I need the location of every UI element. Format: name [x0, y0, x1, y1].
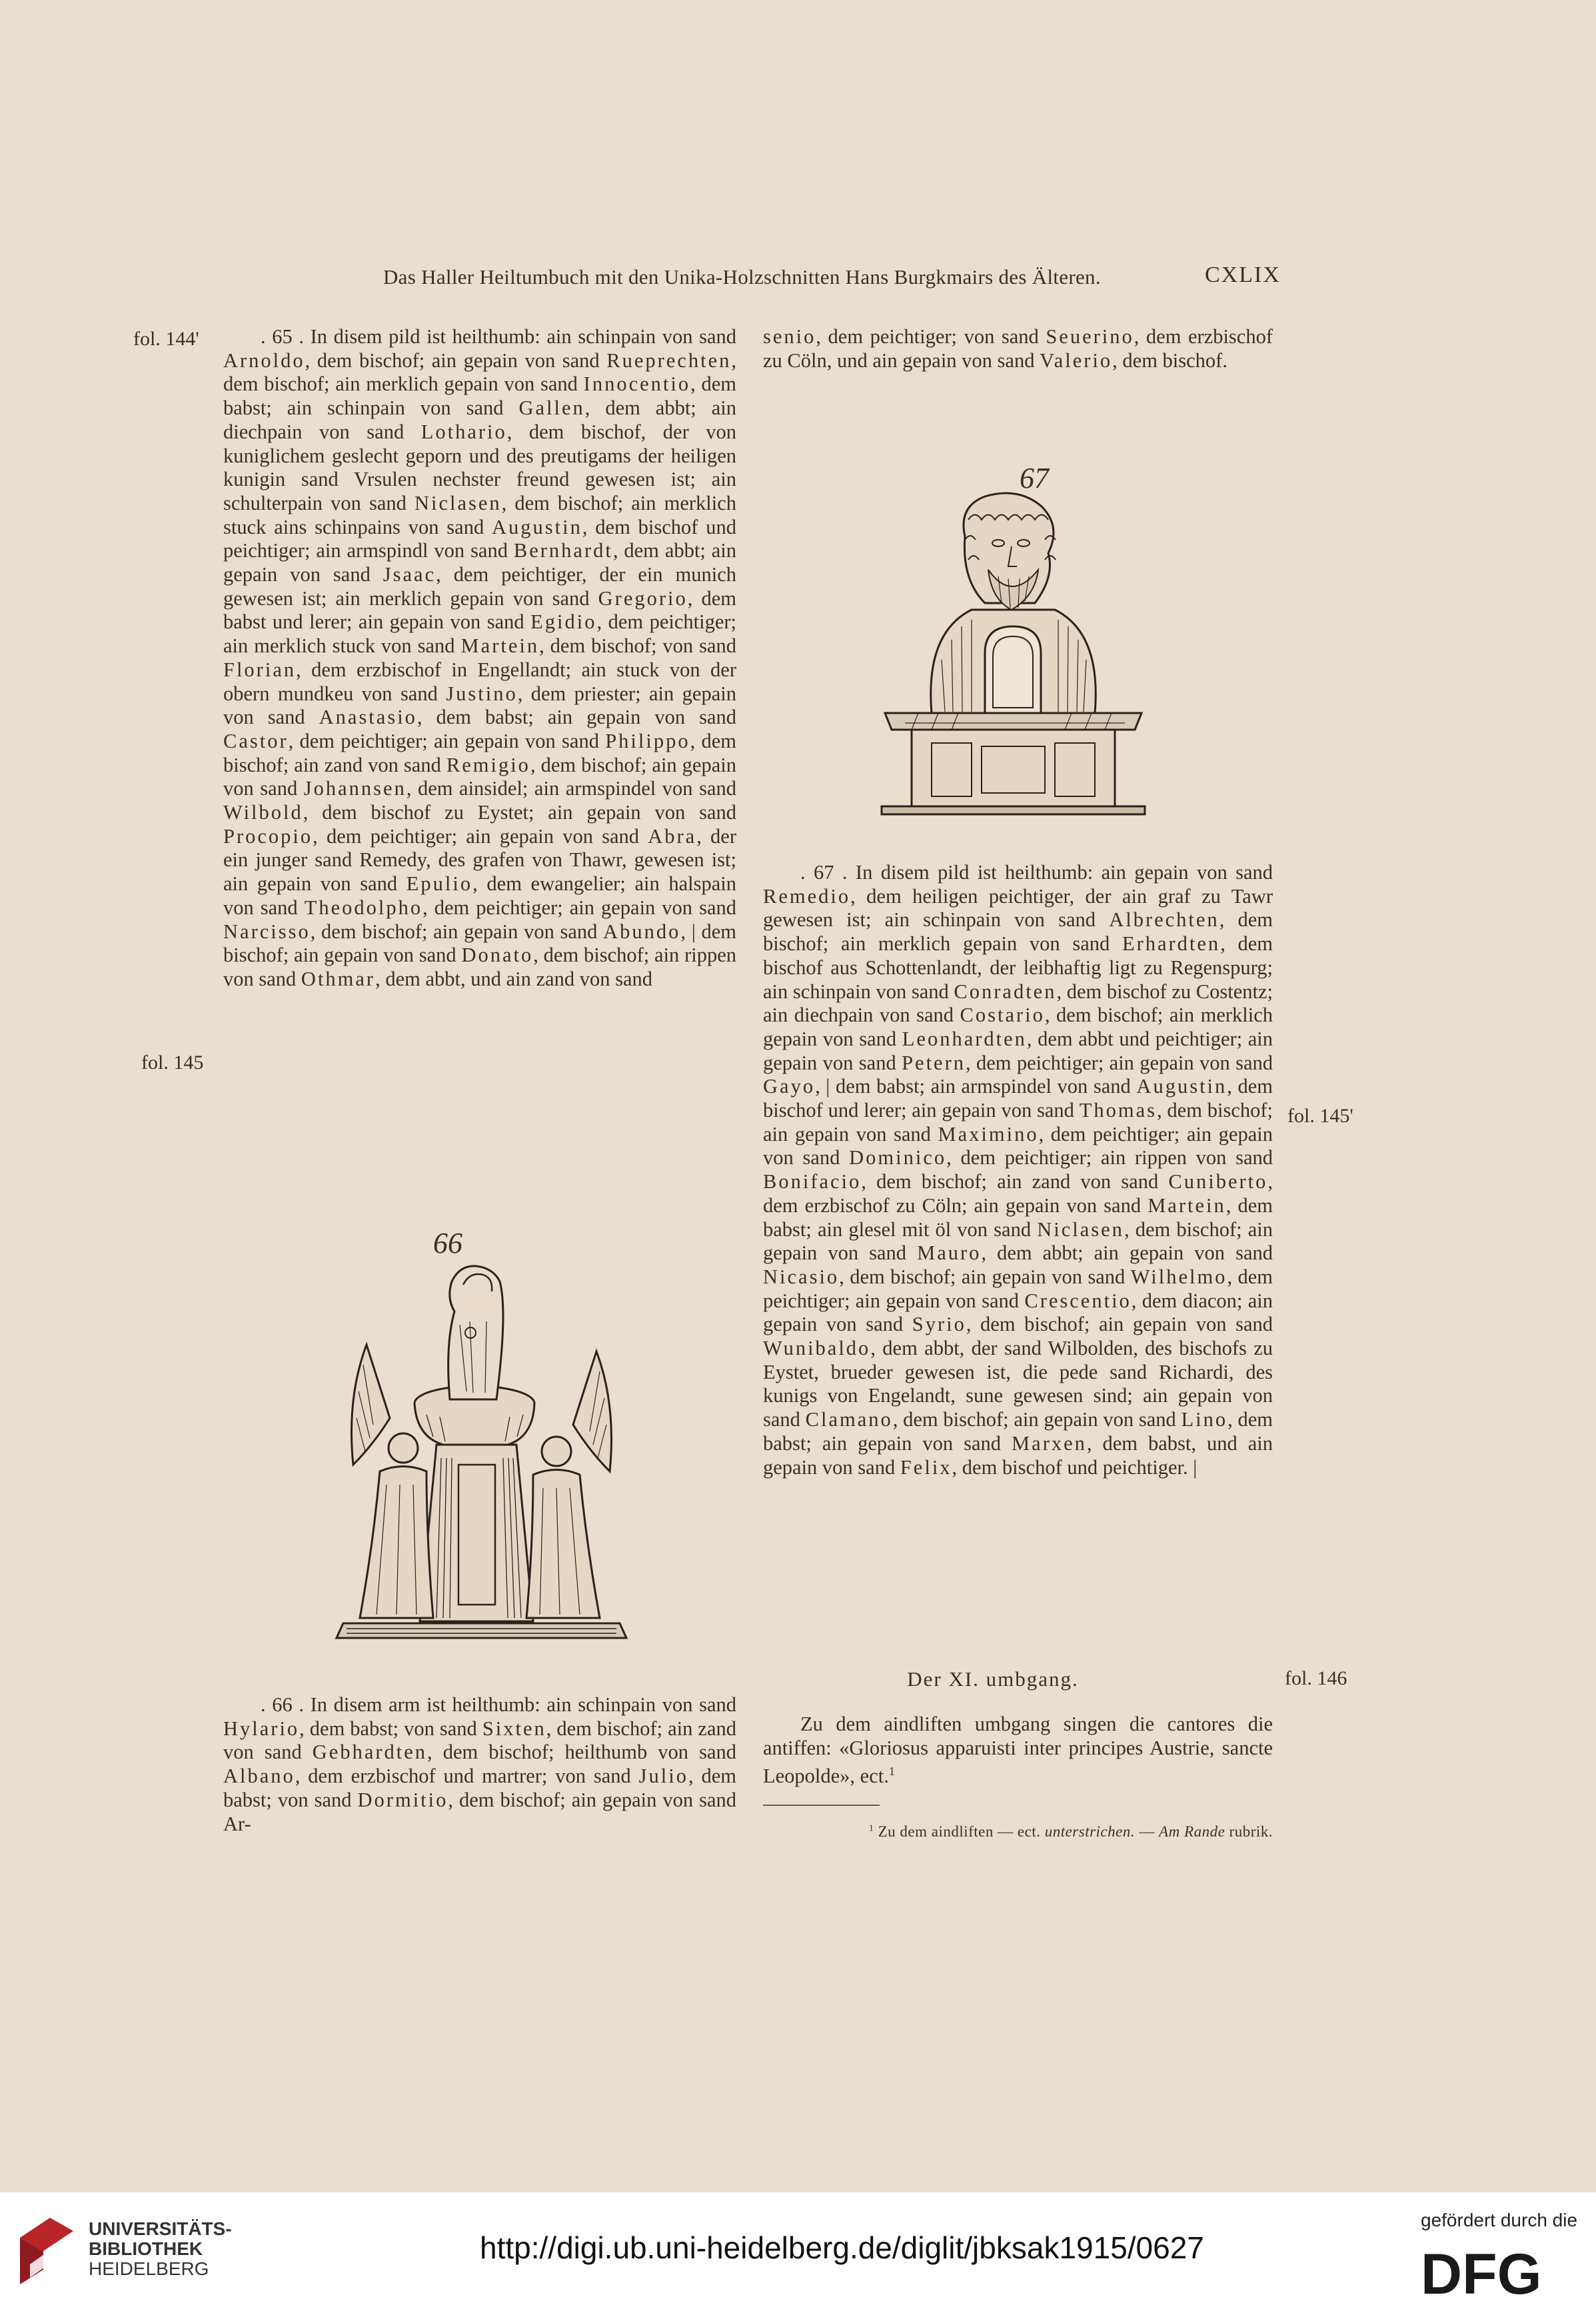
university-library-logo: [13, 2211, 80, 2294]
library-name: [89, 2219, 232, 2279]
permalink-url[interactable]: http://digi.ub.uni-heidelberg.de/diglit/jbksak1915/0627: [480, 2230, 1204, 2265]
paragraph-umbgang-xi-text: Zu dem aindliften umbgang singen die cantores die antiffen: «Gloriosus apparuisti inter principes Austrie, sancte Leopolde», ect.$^1$: [763, 1713, 1273, 1788]
footnote: $^1$ Zu dem aindliften — ect. unterstrichen. — Am Rande rubrik.: [868, 1823, 1273, 1840]
footnote-reference: 1: [888, 1765, 895, 1779]
paragraph-66: [223, 1693, 736, 1836]
footnote-divider: [763, 1805, 880, 1806]
paragraph-66-text: . 66 . In disem arm ist heilthumb: ain schinpain von sand Hylario, dem babst; von sand Sixten, dem bischof; ain zand von sand Gebhardten, dem bischof; heilthumb von sand Albano, dem erzbischof und martrer; von sand Julio, dem babst; von sand Dormitio, dem bischof; ain gepain von sand Ar-: [223, 1693, 737, 1835]
dfg-letters: DFG: [1421, 2246, 1542, 2299]
figure-67-number: 67: [1020, 462, 1049, 494]
paragraph-65: [223, 325, 736, 992]
dfg-logo-icon: [1418, 2246, 1578, 2299]
bust-reliquary-illustration: [878, 460, 1152, 820]
arm-reliquary-illustration: [333, 1225, 630, 1645]
paragraph-umbgang-xi: [763, 1713, 1273, 1789]
margin-note-fol-146: fol. 146: [1285, 1667, 1347, 1689]
library-name-line1: UNIVERSITÄTS-: [89, 2218, 232, 2239]
library-logo-icon: [13, 2211, 80, 2291]
library-name-line3: HEIDELBERG: [89, 2258, 209, 2279]
margin-note-fol-145v: fol. 145': [1287, 1105, 1353, 1127]
section-heading: Der XI. umbgang.: [907, 1667, 1079, 1691]
paragraph-67: [763, 861, 1273, 1479]
woodcut-figure-67: [878, 460, 1152, 823]
paragraph-65-continuation: [763, 325, 1273, 373]
figure-66-number: 66: [433, 1227, 462, 1259]
library-name-line2: BIBLIOTHEK: [89, 2238, 203, 2259]
margin-note-fol-144v: fol. 144': [133, 328, 199, 350]
footnote-mark: 1: [868, 1823, 874, 1834]
margin-note-fol-145: fol. 145: [141, 1052, 204, 1074]
dfg-logo: [1418, 2246, 1578, 2302]
paragraph-67-text: . 67 . In disem pild ist heilthumb: ain gepain von sand Remedio, dem heiligen peichtiger, der ain graf zu Tawr gewesen ist; ain schinpain von sand Albrechten, dem bischof; ain merklich gepain von sand Erhardten, dem bischof aus Schottenlandt, der leibhaftig ligt zu Regenspurg; ain schinpain von sand Conradten, dem bischof zu Costentz; ain diechpain von sand Costario, dem bischof; ain merklich gepain von sand Leonhardten, dem abbt und peichtiger; ain gepain von sand Petern, dem peichtiger; ain gepain von sand Gayo, | dem babst; ain armspindel von sand Augustin, dem bischof und lerer; ain gepain von sand Thomas, dem bischof; ain gepain von sand Maximino, dem peichtiger; ain gepain von sand Dominico, dem peichtiger; ain rippen von sand Bonifacio, dem bischof; ain zand von sand Cuniberto, dem erzbischof zu Cöln; ain gepain von sand Martein, dem babst; ain glesel mit öl von sand Niclasen, dem bischof; ain gepain von sand Mauro, dem abbt; ain gepain von sand Nicasio, dem bischof; ain gepain von sand Wilhelmo, dem peichtiger; ain gepain von sand Crescentio, dem diacon; ain gepain von sand Syrio, dem bischof; ain gepain von sand Wunibaldo, dem abbt, der sand Wilbolden, des bischofs zu Eystet, brueder gewesen ist, die pede sand Richardi, des kunigs von Engelandt, sune gewesen sind; ain gepain von sand Clamano, dem bischof; ain gepain von sand Lino, dem babst; ain gepain von sand Marxen, dem babst, und ain gepain von sand Felix, dem bischof und peichtiger. |: [763, 861, 1273, 1479]
woodcut-figure-66: [333, 1225, 630, 1648]
running-title: Das Haller Heiltumbuch mit den Unika-Holzschnitten Hans Burgkmairs des Älteren.: [383, 265, 1101, 289]
paragraph-65-text: . 65 . In disem pild ist heilthumb: ain schinpain von sand Arnoldo, dem bischof; ain gepain von sand Rueprechten, dem bischof; ain merklich gepain von sand Innocentio, dem babst; ain schinpain von sand Gallen, dem abbt; ain diechpain von sand Lothario, dem bischof, der von kuniglichem geslecht geporn und des preutigams der heiligen kunigin sand Vrsulen nechster freund gewesen ist; ain schulterpain von sand Niclasen, dem bischof; ain merklich stuck ains schinpains von sand Augustin, dem bischof und peichtiger; ain armspindl von sand Bernhardt, dem abbt; ain gepain von sand Jsaac, dem peichtiger, der ein munich gewesen ist; ain merklich gepain von sand Gregorio, dem babst und lerer; ain gepain von sand Egidio, dem peichtiger; ain merklich stuck von sand Martein, dem bischof; von sand Florian, dem erzbischof in Engellandt; ain stuck von der obern mundkeu von sand Justino, dem priester; ain gepain von sand Anastasio, dem babst; ain gepain von sand Castor, dem peichtiger; ain gepain von sand Philippo, dem bischof; ain zand von sand Remigio, dem bischof; ain gepain von sand Johannsen, dem ainsidel; ain armspindel von sand Wilbold, dem bischof zu Eystet; ain gepain von sand Procopio, dem peichtiger; ain gepain von sand Abra, der ein junger sand Remedy, des grafen von Thawr, gewesen ist; ain gepain von sand Epulio, dem ewangelier; ain halspain von sand Theodolpho, dem peichtiger; ain gepain von sand Narcisso, dem bischof; ain gepain von sand Abundo, | dem bischof; ain gepain von sand Donato, dem bischof; ain rippen von sand Othmar, dem abbt, und ain zand von sand: [223, 325, 737, 990]
page-number: CXLIX: [1205, 263, 1281, 287]
funding-note: gefördert durch die: [1421, 2210, 1578, 2230]
paragraph-65-continuation-text: senio, dem peichtiger; von sand Seuerino, dem erzbischof zu Cöln, und ain gepain von sand Valerio, dem bischof.: [763, 325, 1273, 372]
